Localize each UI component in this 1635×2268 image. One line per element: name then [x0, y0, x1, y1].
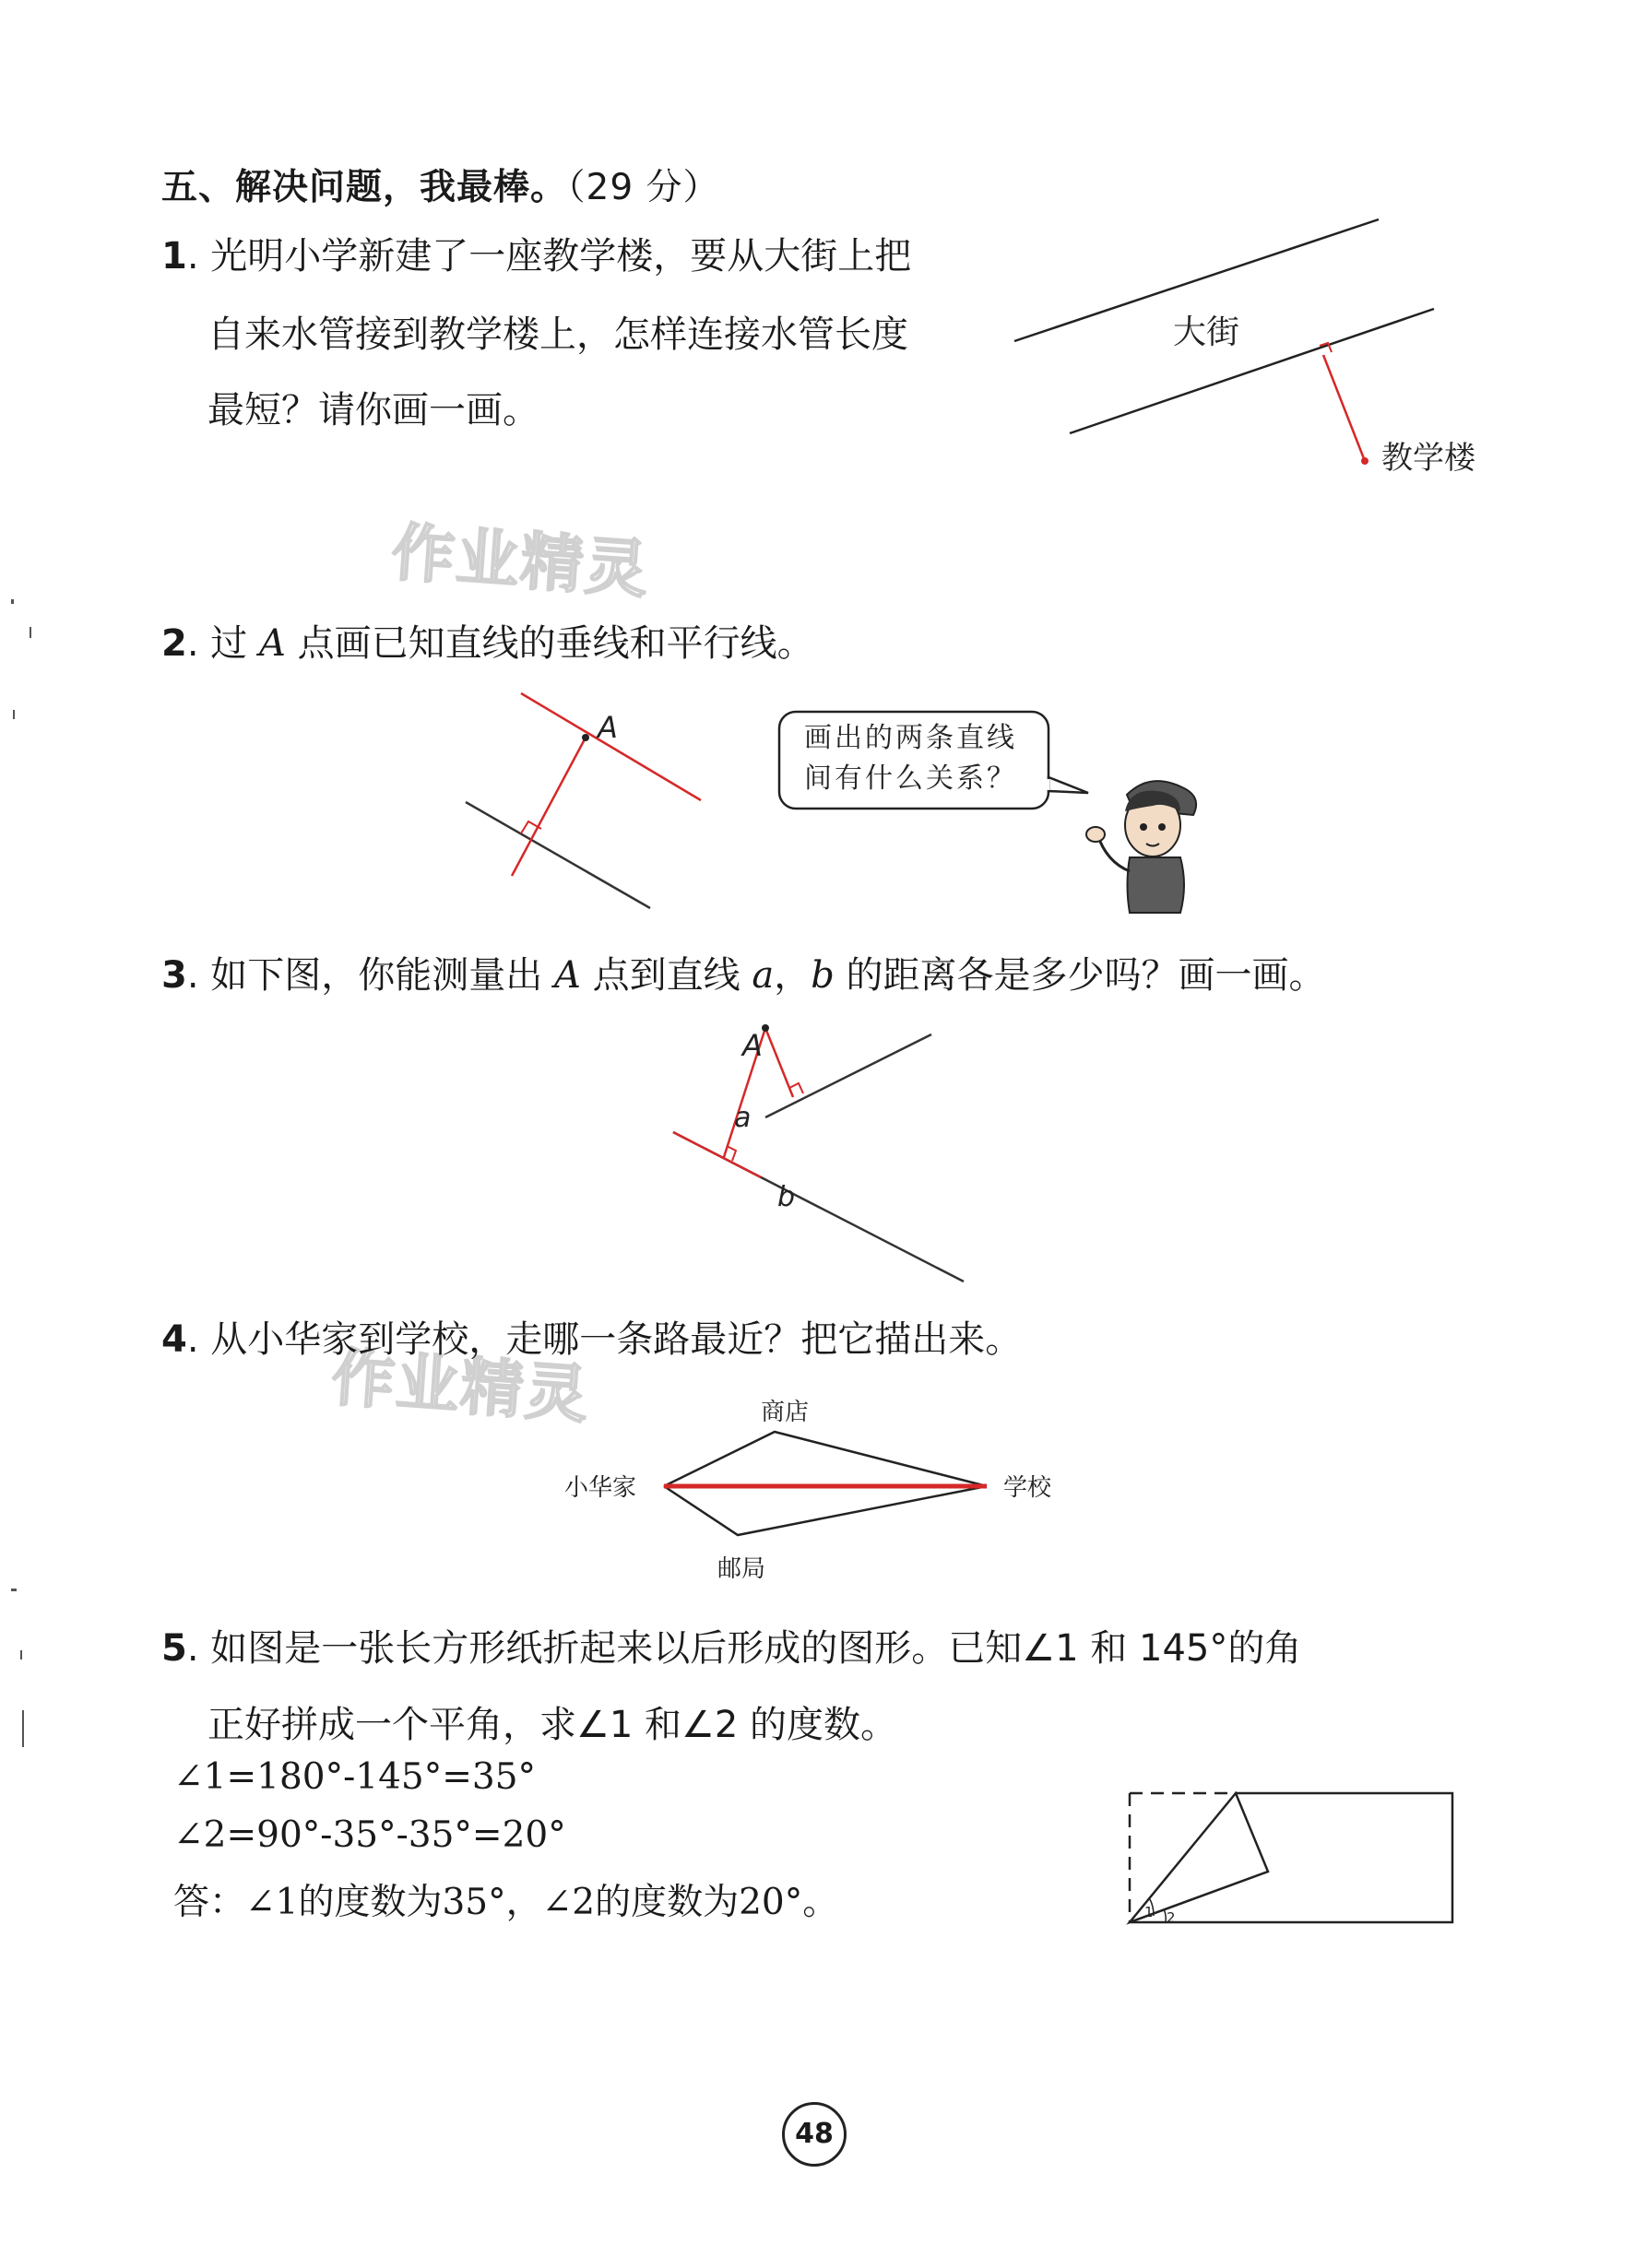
home-label: 小华家 — [564, 1474, 637, 1502]
angle-1-label: 1 — [1144, 1904, 1154, 1920]
q3-line-a: a — [752, 954, 775, 997]
q3-number: 3 — [161, 954, 187, 997]
q1-text-1: . 光明小学新建了一座教学楼，要从大街上把 — [186, 235, 912, 278]
folded-flap — [1130, 1793, 1268, 1922]
q2-text-prefix: . 过 — [186, 622, 259, 665]
q4-number: 4 — [161, 1318, 187, 1361]
q1-line-2: 自来水管接到教学楼上，怎样连接水管长度 — [207, 313, 908, 356]
street-label: 大街 — [1173, 313, 1240, 351]
post-label: 邮局 — [717, 1555, 766, 1583]
label-b: b — [777, 1181, 796, 1213]
shop-label: 商店 — [761, 1399, 810, 1426]
q3-line-b: b — [811, 954, 835, 997]
q4-text: . 从小华家到学校，走哪一条路最近？把它描出来。 — [186, 1318, 1023, 1361]
school-label: 学校 — [1003, 1474, 1052, 1502]
answer-line-2: ∠2=90°-35°-35°=20° — [173, 1814, 566, 1856]
q2-text-suffix: 点画已知直线的垂线和平行线。 — [285, 622, 814, 665]
bubble-line-1: 画出的两条直线 — [804, 722, 1017, 754]
q3-text-mid: 点到直线 — [580, 954, 752, 997]
bubble-line-2: 间有什么关系？ — [804, 762, 1017, 795]
label-A: A — [742, 1028, 763, 1063]
q1-line-3: 最短？请你画一画。 — [207, 389, 539, 431]
scan-speck — [11, 599, 14, 604]
point-a-label: A — [598, 710, 618, 745]
scan-speck — [30, 627, 31, 638]
page-number: 48 — [782, 2102, 847, 2167]
scan-speck — [13, 710, 15, 719]
q3-text-prefix: . 如下图，你能测量出 — [186, 954, 554, 997]
answer-line-3: 答：∠1的度数为35°，∠2的度数为20°。 — [173, 1882, 839, 1923]
angle-2-label: 2 — [1167, 1909, 1176, 1926]
watermark-2: 作业精灵 — [329, 1341, 593, 1433]
q1-number: 1 — [161, 235, 187, 278]
watermark-1: 作业精灵 — [389, 516, 653, 608]
q3-point-a: A — [554, 954, 581, 997]
q5-number: 5 — [161, 1627, 187, 1670]
label-a: a — [734, 1102, 752, 1134]
answer-line-1: ∠1=180°-145°=35° — [173, 1756, 537, 1798]
q3-comma: ， — [774, 954, 812, 997]
section-score: （29 分） — [567, 167, 720, 208]
scan-speck — [20, 1650, 22, 1660]
q2-point-a: A — [259, 622, 286, 665]
q2-number: 2 — [161, 622, 187, 665]
building-label: 教学楼 — [1381, 440, 1475, 477]
scan-speck — [22, 1710, 24, 1747]
q5-line-2: 正好拼成一个平角，求∠1 和∠2 的度数。 — [207, 1704, 898, 1746]
q5-text-1: . 如图是一张长方形纸折起来以后形成的图形。已知∠1 和 145°的角 — [186, 1627, 1302, 1670]
angle-2-arc — [1164, 1909, 1166, 1922]
section-title: 五、解决问题，我最棒。 — [161, 167, 568, 208]
q3-text-suffix: 的距离各是多少吗？画一画。 — [834, 954, 1326, 997]
scan-speck — [11, 1589, 17, 1591]
